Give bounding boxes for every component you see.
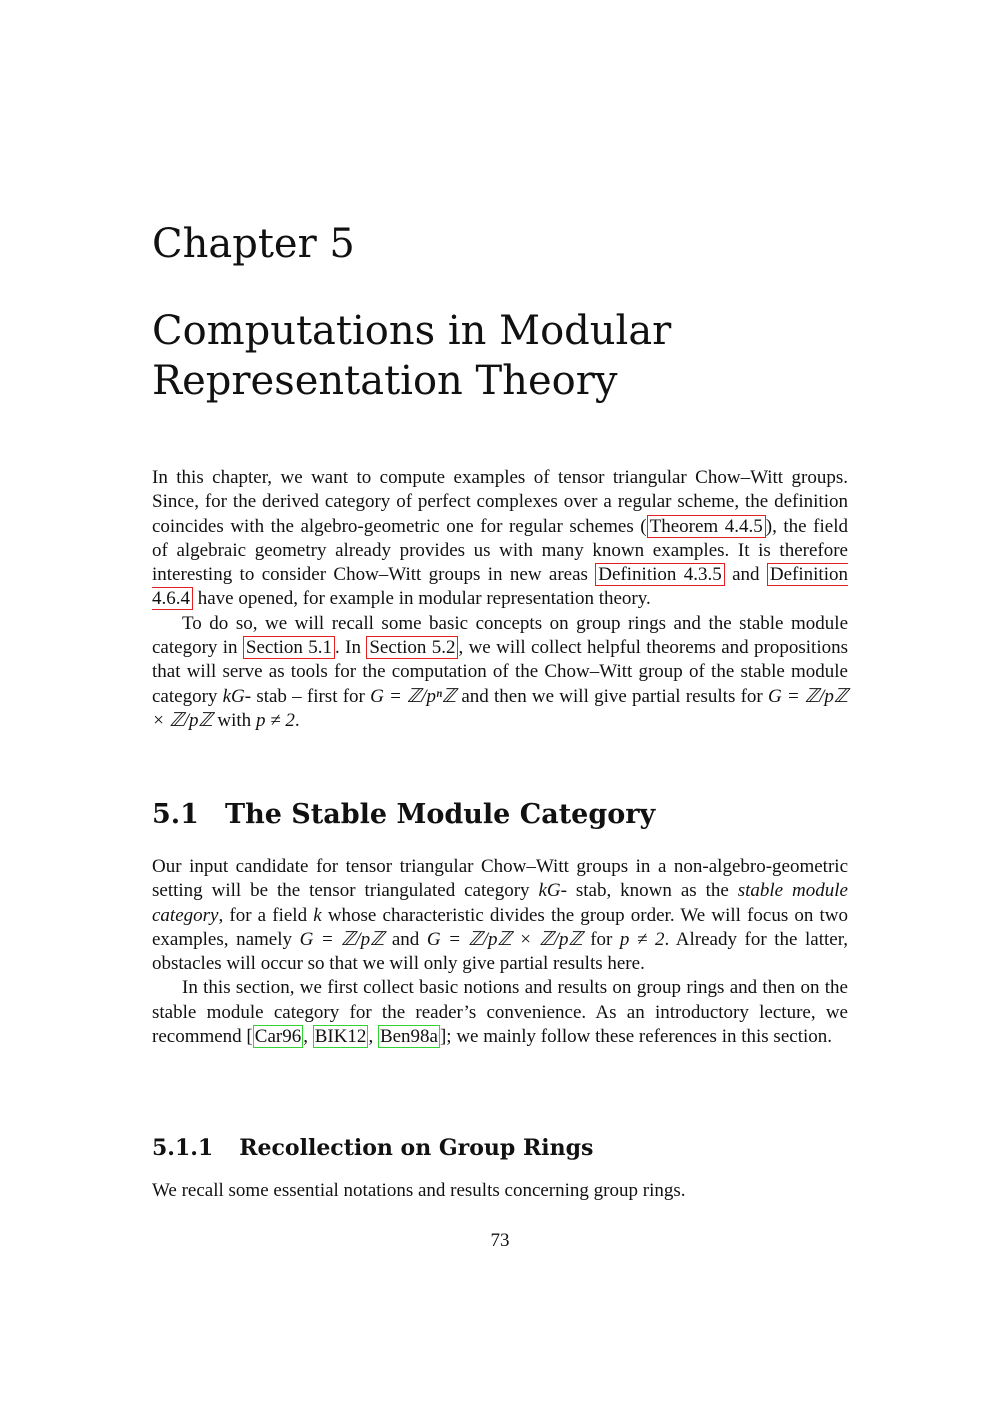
text-span: , we will collect helpful theorems and propositions that will serve as tools for the computation of the Chow–Witt group of the stable module category [152, 637, 848, 707]
subsection-5-1-1-text [152, 1179, 848, 1203]
math-p-condition: p ≠ 2 [255, 709, 295, 731]
theorem-4-4-5-link[interactable]: Theorem 4.4.5 [647, 515, 766, 538]
section-5-2-link[interactable]: Section 5.2 [366, 636, 458, 659]
text-span: , [368, 1026, 378, 1048]
section-5-1-link[interactable]: Section 5.1 [243, 636, 335, 659]
definition-4-3-5-link[interactable]: Definition 4.3.5 [595, 563, 724, 586]
text-span: To do so, we will recall some basic concepts on group rings and the stable module category in [152, 612, 848, 659]
section-5-1-text [152, 855, 848, 1049]
definition-4-6-4-link[interactable]: Definition 4.6.4 [152, 564, 848, 610]
intro-paragraph-1 [152, 466, 848, 612]
citation-bik12-link[interactable]: BIK12 [314, 1026, 367, 1048]
text-span: for [582, 928, 620, 950]
text-span: . [294, 709, 300, 731]
math-kg: kG [538, 880, 561, 902]
text-span: ), the field of algebraic geometry already provides us with many known examples. It is therefore interesting to consider Chow–Witt groups in new areas [152, 515, 849, 586]
subsection-title: Recollection on Group Rings [239, 1135, 594, 1161]
text-span: . Already for the latter, obstacles will occur so that we will only give partial results here. [152, 928, 849, 975]
citation-ben98a-link[interactable]: Ben98a [379, 1026, 438, 1048]
text-span: - stab, known as the [560, 880, 738, 902]
section-5-1-paragraph-2 [152, 976, 848, 1049]
section-title: The Stable Module Category [224, 799, 656, 830]
math-k: k [313, 904, 322, 926]
subsection-heading-5-1-1 [152, 1136, 593, 1160]
page-number: 73 [490, 1230, 510, 1251]
intro-paragraph-2 [152, 612, 848, 733]
text-span: have opened, for example in modular representation theory. [193, 588, 651, 610]
text-span: . In [335, 637, 367, 659]
text-span: with [212, 709, 256, 731]
math-product-group: G = ℤ/pℤ × ℤ/pℤ [152, 685, 849, 731]
math-cyclic-group: G = ℤ/pℤ [299, 928, 385, 950]
text-span: , for a field [218, 904, 314, 926]
subsection-5-1-1-paragraph-1: We recall some essential notations and results concerning group rings. [152, 1180, 686, 1201]
text-span: whose characteristic divides the group order. We will focus on two examples, namely [152, 904, 849, 950]
text-span: and then we will give partial results for [456, 685, 768, 707]
chapter-label: Chapter 5 [152, 221, 355, 267]
section-number: 5.1 [152, 799, 199, 830]
emphasis-stable-module-category: stable module category [152, 880, 848, 926]
text-span: and [724, 564, 767, 586]
text-span: ]; we mainly follow these references in this section. [439, 1026, 832, 1048]
math-kg: kG [222, 685, 245, 707]
subsection-number: 5.1.1 [152, 1135, 214, 1161]
text-span: , [303, 1026, 313, 1048]
chapter-title-line-2: Representation Theory [152, 358, 618, 404]
chapter-title [152, 306, 852, 406]
intro-text [152, 466, 848, 733]
math-cyclic-group: G = ℤ/pⁿℤ [370, 685, 457, 707]
citation-car96-link[interactable]: Car96 [254, 1026, 302, 1048]
text-span: In this section, we first collect basic notions and results on group rings and then on the stable module category for the reader’s convenience. As an introductory lecture, we recommend [ [152, 977, 848, 1048]
section-heading-5-1 [152, 800, 655, 830]
text-span: Our input candidate for tensor triangular Chow–Witt groups in a non-algebro-geometric setting will be the tensor triangulated category [152, 856, 848, 902]
text-span: In this chapter, we want to compute examples of tensor triangular Chow–Witt groups. Since, for the derived category of perfect complexes over a regular scheme, the definition coincides with the algebro-geometric one for regular schemes ( [152, 467, 848, 537]
chapter-title-line-1: Computations in Modular [152, 308, 672, 354]
text-span: and [384, 928, 427, 950]
text-span: - stab – first for [244, 685, 371, 707]
section-5-1-paragraph-1 [152, 855, 848, 976]
math-p-condition: p ≠ 2 [619, 928, 665, 950]
math-product-group: G = ℤ/pℤ × ℤ/pℤ [426, 928, 583, 950]
